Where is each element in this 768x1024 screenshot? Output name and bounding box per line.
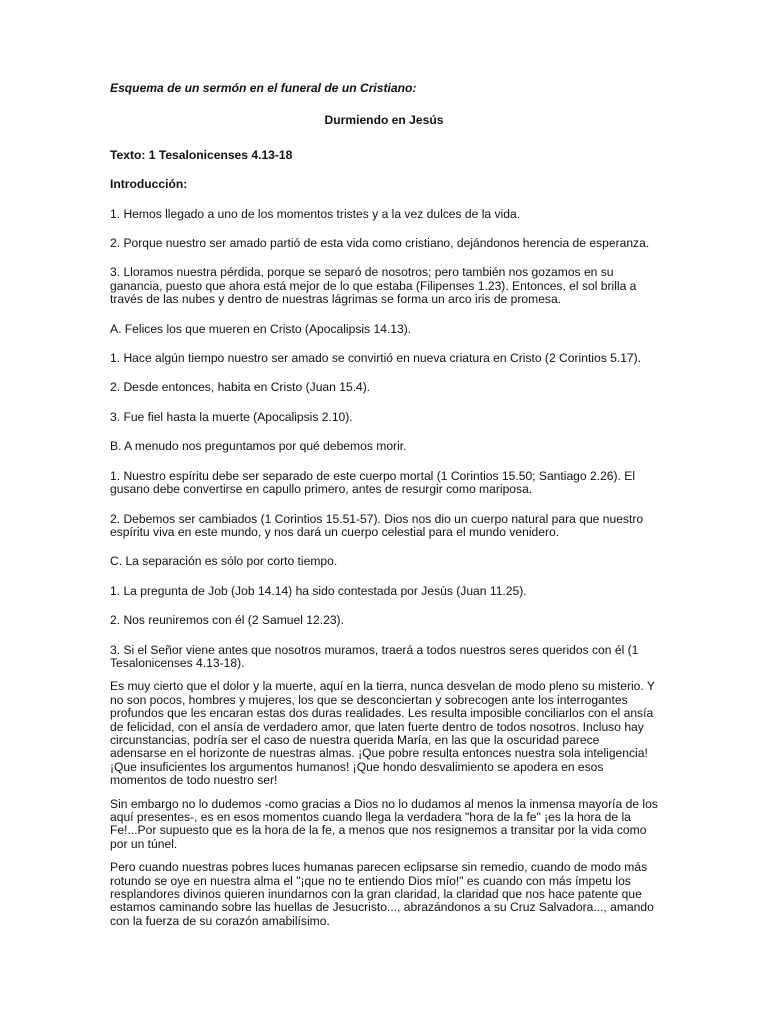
section-a-heading: A. Felices los que mueren en Cristo (Apocalipsis 14.13). bbox=[110, 321, 412, 336]
section-c-heading: C. La separación es sólo por corto tiempo. bbox=[110, 554, 338, 569]
scripture-reference: Texto: 1 Tesalonicenses 4.13-18 bbox=[110, 147, 293, 162]
reflection-paragraph-3: Pero cuando nuestras pobres luces humanas parecen eclipsarse sin remedio, cuando de modo más rotundo se oye en nuestra alma el "¡que no te entiendo Dios mío!" es cuando con más ímpetu los resplandores divinos quieren inundarnos con la gran claridad, la claridad que nos hace patente que estamos caminando sobre las huellas de Jesucristo..., abrazándonos a su Cruz Salvadora..., amando con la fuerza de su corazón amabilísimo. bbox=[110, 860, 654, 928]
paragraph-3: 3. Lloramos nuestra pérdida, porque se separó de nosotros; pero también nos gozamos en su ganancia, puesto que ahora está mejor de lo que estaba (Filipenses 1.23). Entonces, el sol brilla a través de las nubes y dentro de nuestras lágrimas se forma un arco iris de promesa. bbox=[110, 265, 637, 307]
paragraph-a3: 3. Fue fiel hasta la muerte (Apocalipsis 2.10). bbox=[110, 409, 353, 424]
paragraph-a2: 2. Desde entonces, habita en Cristo (Juan 15.4). bbox=[110, 380, 371, 395]
paragraph-2: 2. Porque nuestro ser amado partió de esta vida como cristiano, dejándonos herencia de esperanza. bbox=[110, 236, 650, 251]
paragraph-b2: 2. Debemos ser cambiados (1 Corintios 15.51-57). Dios nos dio un cuerpo natural para que nuestro espíritu viva en este mundo, y nos dará un cuerpo celestial para el mundo venidero. bbox=[110, 511, 644, 539]
reflection-paragraph-1: Es muy cierto que el dolor y la muerte, aquí en la tierra, nunca desvelan de modo pleno su misterio. Y no son pocos, hombres y mujeres, los que se desconciertan y sobrecogen ante los interrogantes profundos que les encaran estas dos duras realidades. Les resulta imposible conciliarlos con el ansía de felicidad, con el ansía de verdadero amor, que laten fuerte dentro de todos nosotros. Incluso hay circunstancias, podría ser el caso de nuestra querida María, en las que la oscuridad parece adensarse en el horizonte de nuestras almas. ¡Que pobre resulta entonces nuestra sola inteligencia! ¡Que insuficientes los argumentos humanos! ¡Que hondo desvalimiento se apodera en esos momentos de todo nuestro ser! bbox=[110, 679, 655, 788]
sermon-title: Durmiendo en Jesús bbox=[324, 113, 444, 128]
introduction-label: Introducción: bbox=[110, 177, 188, 192]
paragraph-c1: 1. La pregunta de Job (Job 14.14) ha sido contestada por Jesús (Juan 11.25). bbox=[110, 583, 527, 598]
paragraph-a1: 1. Hace algún tiempo nuestro ser amado se convirtió en nueva criatura en Cristo (2 Corintios 5.17). bbox=[110, 351, 642, 366]
paragraph-1: 1. Hemos llegado a uno de los momentos tristes y a la vez dulces de la vida. bbox=[110, 206, 521, 221]
section-b-heading: B. A menudo nos preguntamos por qué debemos morir. bbox=[110, 439, 407, 454]
document-heading: Esquema de un sermón en el funeral de un Cristiano: bbox=[110, 81, 417, 95]
paragraph-c2: 2. Nos reuniremos con él (2 Samuel 12.23). bbox=[110, 613, 344, 628]
reflection-paragraph-2: Sin embargo no lo dudemos -como gracias a Dios no lo dudamos al menos la inmensa mayoría de los aquí presentes-, es en esos momentos cuando llega la verdadera "hora de la fe" ¡es la hora de la Fe!...Por supuesto que es la hora de la fe, a menos que nos resignemos a transitar por la vida como por un túnel. bbox=[110, 796, 658, 851]
paragraph-b1: 1. Nuestro espíritu debe ser separado de este cuerpo mortal (1 Corintios 15.50; Santiago 2.26). El gusano debe convertirse en capullo primero, antes de resurgir como mariposa. bbox=[110, 468, 636, 497]
paragraph-c3: 3. Si el Señor viene antes que nosotros muramos, traerá a todos nuestros seres queridos con él (1 Tesalonicenses 4.13-18). bbox=[110, 642, 639, 670]
